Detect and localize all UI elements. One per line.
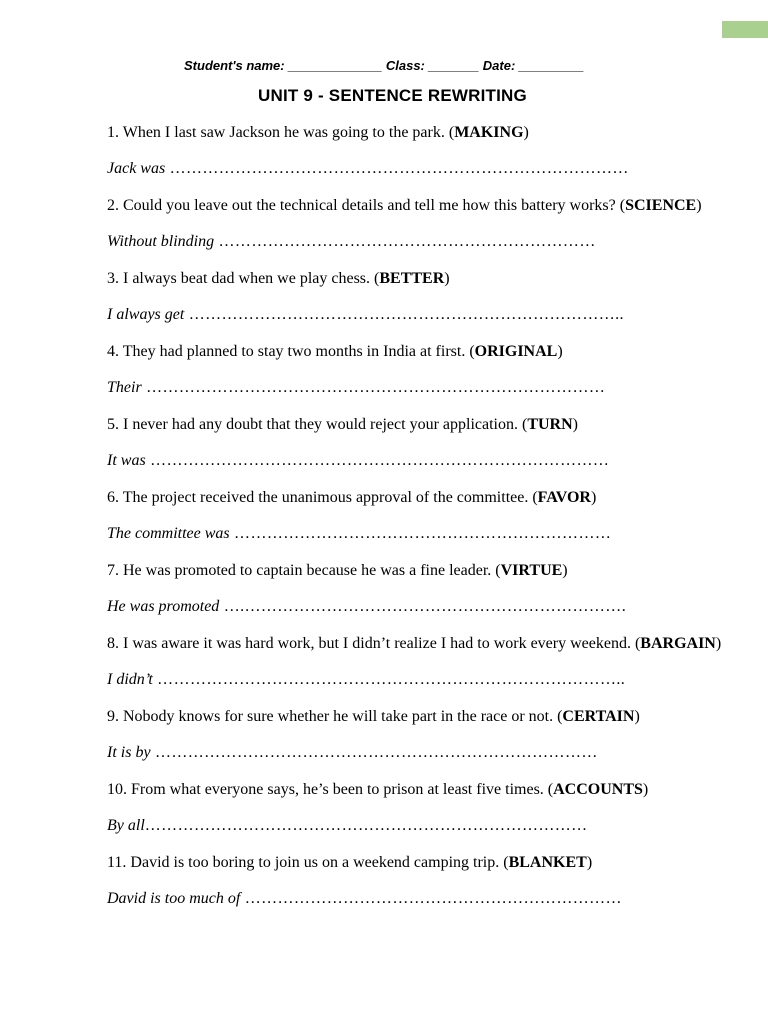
answer-start: By all bbox=[107, 817, 145, 834]
answer-blank: …………………………………………………………… bbox=[240, 890, 622, 907]
keyword: BETTER bbox=[379, 270, 445, 287]
question-text: 6. The project received the unanimous approval of the committee. (FAVOR) bbox=[107, 489, 597, 506]
question-text: 4. They had planned to stay two months in India at first. (ORIGINAL) bbox=[107, 343, 563, 360]
question-text: 8. I was aware it was hard work, but I didn’t realize I had to work every weekend. (BARGAIN) bbox=[107, 635, 722, 652]
answer-line bbox=[107, 887, 722, 911]
answer-blank: ………………………………………………………………………… bbox=[141, 379, 606, 396]
exercise-item bbox=[107, 632, 722, 692]
keyword: MAKING bbox=[454, 124, 524, 141]
student-name-blank: _____________ bbox=[288, 58, 383, 73]
corner-color-tab bbox=[722, 21, 768, 38]
question-text: 3. I always beat dad when we play chess. (BETTER) bbox=[107, 270, 450, 287]
exercise-item bbox=[107, 340, 722, 400]
page-title: UNIT 9 - SENTENCE REWRITING bbox=[258, 86, 527, 105]
exercise-item bbox=[107, 413, 722, 473]
exercise-item bbox=[107, 267, 722, 327]
answer-line bbox=[107, 157, 722, 181]
answer-start: It was bbox=[107, 452, 146, 469]
answer-line bbox=[107, 230, 722, 254]
answer-start: It is by bbox=[107, 744, 151, 761]
answer-line bbox=[107, 668, 722, 692]
answer-line bbox=[107, 741, 722, 765]
answer-start: The committee was bbox=[107, 525, 230, 542]
class-label: Class: bbox=[385, 58, 425, 73]
exercise-item bbox=[107, 705, 722, 765]
answer-blank: …………………………………………………………………….. bbox=[184, 306, 624, 323]
answer-start: Jack was bbox=[107, 160, 166, 177]
exercise-item bbox=[107, 559, 722, 619]
exercise-list bbox=[107, 121, 722, 924]
keyword: FAVOR bbox=[537, 489, 591, 506]
answer-blank: …………………………………………………………… bbox=[229, 525, 612, 542]
answer-line bbox=[107, 376, 722, 400]
answer-start: Their bbox=[107, 379, 142, 396]
question-text: 11. David is too boring to join us on a weekend camping trip. (BLANKET) bbox=[107, 854, 593, 871]
answer-start: David is too much of bbox=[107, 890, 241, 907]
keyword: TURN bbox=[527, 416, 573, 433]
keyword: VIRTUE bbox=[500, 562, 563, 579]
answer-blank: ………………………………………………………………………….. bbox=[152, 671, 626, 688]
answer-blank: ……………………………………………………………………… bbox=[150, 744, 598, 761]
exercise-item bbox=[107, 194, 722, 254]
answer-blank: …………………………………………………………… bbox=[214, 233, 596, 250]
answer-start: I didn’t bbox=[107, 671, 153, 688]
class-blank: _______ bbox=[428, 58, 480, 73]
answer-line bbox=[107, 814, 722, 838]
answer-start: Without blinding bbox=[107, 233, 215, 250]
answer-line bbox=[107, 595, 722, 619]
exercise-item bbox=[107, 486, 722, 546]
keyword: BARGAIN bbox=[640, 635, 716, 652]
keyword: ORIGINAL bbox=[474, 343, 558, 360]
date-label: Date: bbox=[482, 58, 516, 73]
keyword: SCIENCE bbox=[625, 197, 697, 214]
question-text: 7. He was promoted to captain because he was a fine leader. (VIRTUE) bbox=[107, 562, 568, 579]
student-info-line bbox=[0, 58, 768, 73]
question-text: 2. Could you leave out the technical details and tell me how this battery works? (SCIENCE) bbox=[107, 197, 702, 214]
answer-blank: ………………………………………………………………………… bbox=[145, 452, 610, 469]
exercise-item bbox=[107, 778, 722, 838]
answer-start: He was promoted bbox=[107, 598, 220, 615]
keyword: BLANKET bbox=[508, 854, 587, 871]
exercise-item bbox=[107, 851, 722, 911]
answer-line bbox=[107, 303, 722, 327]
answer-start: I always get bbox=[107, 306, 185, 323]
student-name-label: Student's name: bbox=[184, 58, 285, 73]
date-blank: _________ bbox=[518, 58, 584, 73]
answer-blank: ………………………………………………………………………… bbox=[165, 160, 629, 177]
exercise-item bbox=[107, 121, 722, 181]
question-text: 9. Nobody knows for sure whether he will take part in the race or not. (CERTAIN) bbox=[107, 708, 640, 725]
keyword: CERTAIN bbox=[562, 708, 635, 725]
keyword: ACCOUNTS bbox=[553, 781, 643, 798]
answer-blank: ……………………………………………………………………… bbox=[144, 817, 588, 834]
question-text: 5. I never had any doubt that they would reject your application. (TURN) bbox=[107, 416, 578, 433]
answer-line bbox=[107, 522, 722, 546]
question-text: 1. When I last saw Jackson he was going to the park. (MAKING) bbox=[107, 124, 529, 141]
answer-line bbox=[107, 449, 722, 473]
question-text: 10. From what everyone says, he’s been to prison at least five times. (ACCOUNTS) bbox=[107, 781, 649, 798]
answer-blank: ….……………………………………………………………. bbox=[219, 598, 627, 615]
